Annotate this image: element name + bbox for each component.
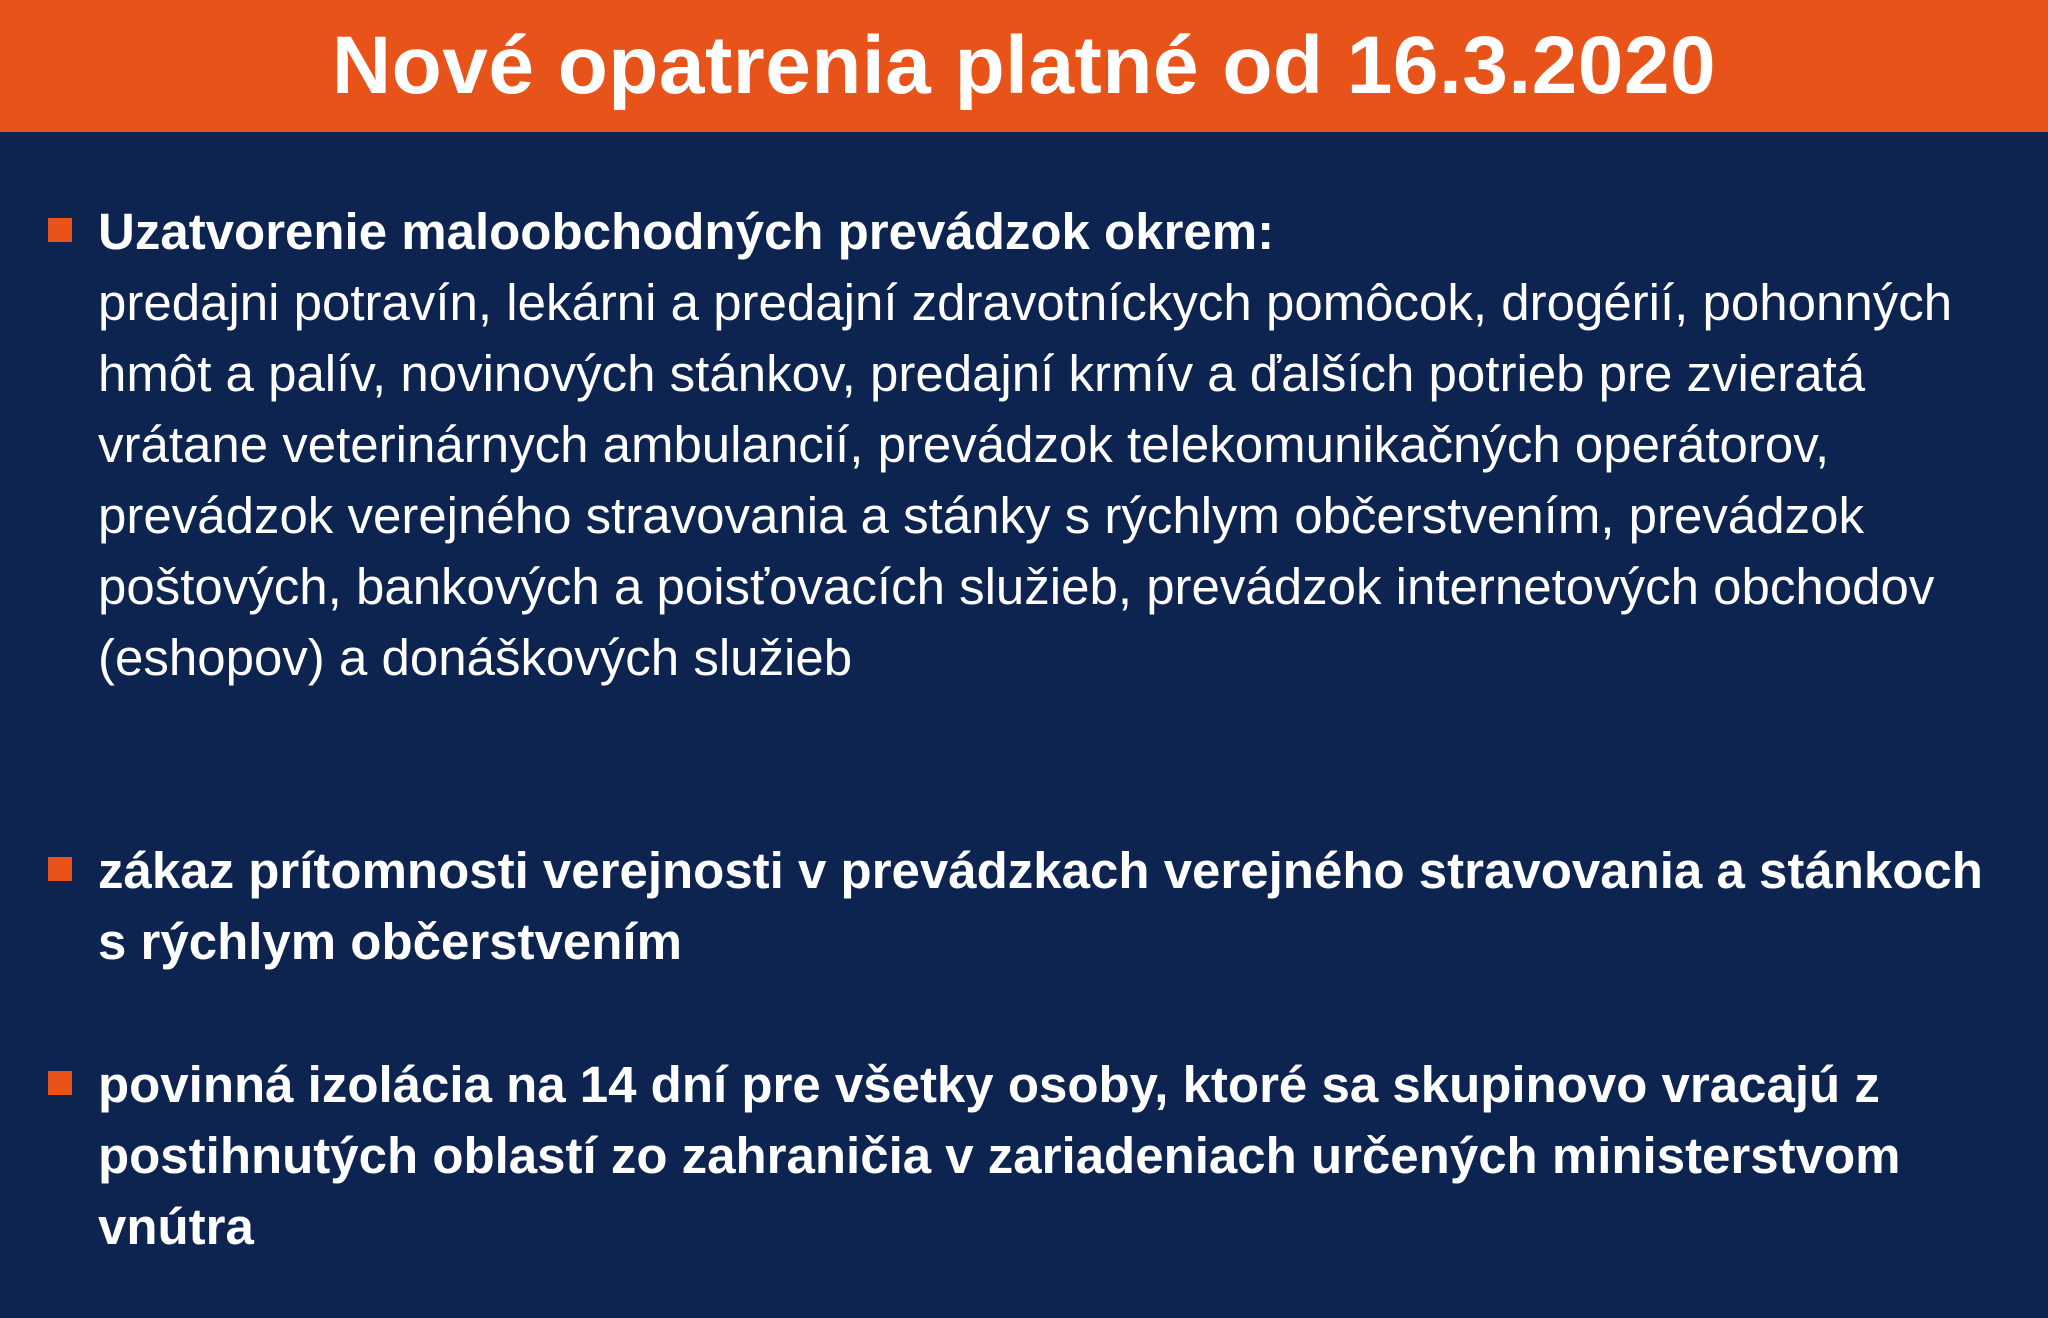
list-item-body: predajni potravín, lekárni a predajní zdravotníckych pomôcok, drogérií, pohonných hmôt a palív, novinových stánkov, predajní krmív a ďalších potrieb pre zvieratá vrátane veterinárnych ambulancií, prevádzok telekomunikačných operátorov, prevádzok verejného stravovania a stánky s rýchlym občerstvením, prevádzok poštových, bankových a poisťovacích služieb, prevádzok internetových obchodov (eshopov) a donáškových služieb (98, 274, 1953, 686)
list-item-heading: Uzatvorenie maloobchodných prevádzok okrem: (98, 203, 1275, 260)
list-item-heading: zákaz prítomnosti verejnosti v prevádzkach verejného stravovania a stánkoch s rýchlym občerstvením (98, 842, 1983, 970)
list-item-heading: povinná izolácia na 14 dní pre všetky osoby, ktoré sa skupinovo vracajú z postihnutých oblastí zo zahraničia v zariadeniach určených ministerstvom vnútra (98, 1056, 1901, 1255)
list-item-text (98, 196, 1998, 693)
list-item-text (98, 835, 1998, 977)
list-item-text (98, 1049, 1998, 1262)
square-bullet-icon (48, 1071, 72, 1095)
square-bullet-icon (48, 857, 72, 881)
square-bullet-icon (48, 218, 72, 242)
page-title: Nové opatrenia platné od 16.3.2020 (331, 20, 1717, 111)
